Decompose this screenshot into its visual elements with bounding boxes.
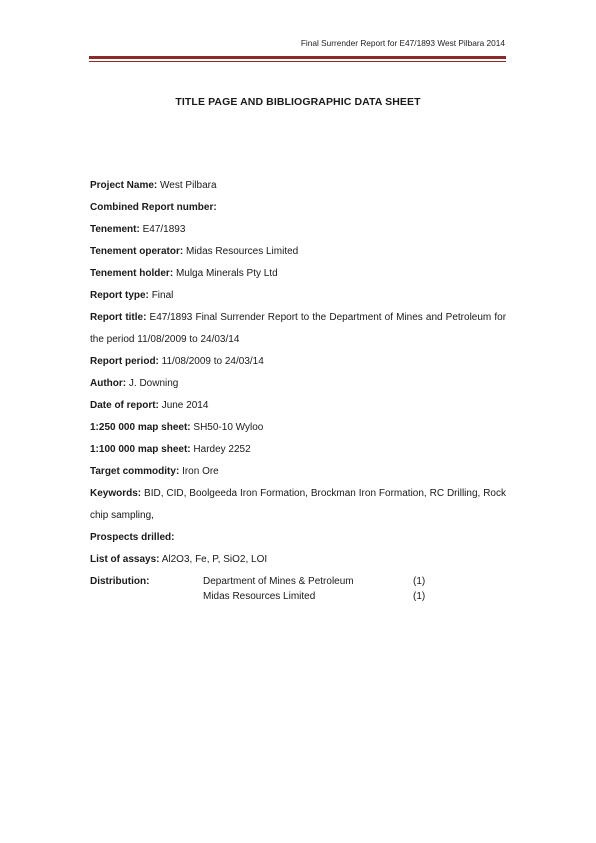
field-report-period bbox=[90, 351, 506, 373]
field-target-commodity bbox=[90, 461, 506, 483]
field-label: Prospects drilled: bbox=[90, 532, 175, 543]
field-label: Report period: bbox=[90, 356, 159, 367]
distribution-copies: (1) bbox=[413, 591, 426, 602]
field-map-100k bbox=[90, 439, 506, 461]
page-title: TITLE PAGE AND BIBLIOGRAPHIC DATA SHEET bbox=[175, 96, 421, 108]
field-label: Target commodity: bbox=[90, 466, 180, 477]
field-label: Project Name: bbox=[90, 180, 158, 191]
field-value: E47/1893 Final Surrender Report to the Department of Mines and Petroleum for the period 11/08/2009 to 24/03/14 bbox=[90, 312, 507, 345]
field-value: J. Downing bbox=[128, 378, 179, 389]
field-value: E47/1893 bbox=[142, 224, 186, 235]
field-label: Tenement operator: bbox=[90, 246, 184, 257]
field-prospects-drilled bbox=[90, 527, 506, 549]
field-value: SH50-10 Wyloo bbox=[193, 422, 264, 433]
field-value: Final bbox=[151, 290, 174, 301]
distribution-recipient: Department of Mines & Petroleum bbox=[203, 576, 354, 587]
field-label: 1:250 000 map sheet: bbox=[90, 422, 191, 433]
field-label: Tenement: bbox=[90, 224, 140, 235]
field-label: 1:100 000 map sheet: bbox=[90, 444, 191, 455]
field-value: Iron Ore bbox=[182, 466, 219, 477]
field-label: Combined Report number: bbox=[90, 202, 217, 213]
field-label: Report type: bbox=[90, 290, 149, 301]
field-label: List of assays: bbox=[90, 554, 160, 565]
field-keywords bbox=[90, 483, 506, 527]
field-value: 11/08/2009 to 24/03/14 bbox=[161, 356, 264, 367]
field-value: June 2014 bbox=[161, 400, 209, 411]
field-value: Mulga Minerals Pty Ltd bbox=[175, 268, 278, 279]
field-tenement bbox=[90, 219, 506, 241]
field-label: Date of report: bbox=[90, 400, 159, 411]
distribution-copies: (1) bbox=[413, 576, 426, 587]
field-value: Al2O3, Fe, P, SiO2, LOI bbox=[161, 554, 268, 565]
distribution-label: Distribution: bbox=[90, 576, 150, 587]
field-author bbox=[90, 373, 506, 395]
field-value: Hardey 2252 bbox=[193, 444, 251, 455]
field-value: Midas Resources Limited bbox=[185, 246, 299, 257]
field-date-of-report bbox=[90, 395, 506, 417]
field-list-of-assays bbox=[90, 549, 506, 571]
running-header: Final Surrender Report for E47/1893 West Pilbara 2014 bbox=[300, 38, 505, 48]
field-label: Report title: bbox=[90, 312, 147, 323]
field-report-title bbox=[90, 307, 506, 351]
header-rule-thick bbox=[89, 56, 506, 59]
field-report-type bbox=[90, 285, 506, 307]
field-project-name bbox=[90, 175, 506, 197]
distribution-recipient: Midas Resources Limited bbox=[203, 591, 316, 602]
field-tenement-holder bbox=[90, 263, 506, 285]
field-label: Keywords: bbox=[90, 488, 142, 499]
field-label: Tenement holder: bbox=[90, 268, 174, 279]
field-map-250k bbox=[90, 417, 506, 439]
field-value: BID, CID, Boolgeeda Iron Formation, Brockman Iron Formation, RC Drilling, Rock chip sampling, bbox=[90, 488, 506, 521]
field-tenement-operator bbox=[90, 241, 506, 263]
field-label: Author: bbox=[90, 378, 127, 389]
field-combined-report-number bbox=[90, 197, 506, 219]
field-value: West Pilbara bbox=[160, 180, 217, 191]
header-rule-thin bbox=[89, 61, 506, 62]
